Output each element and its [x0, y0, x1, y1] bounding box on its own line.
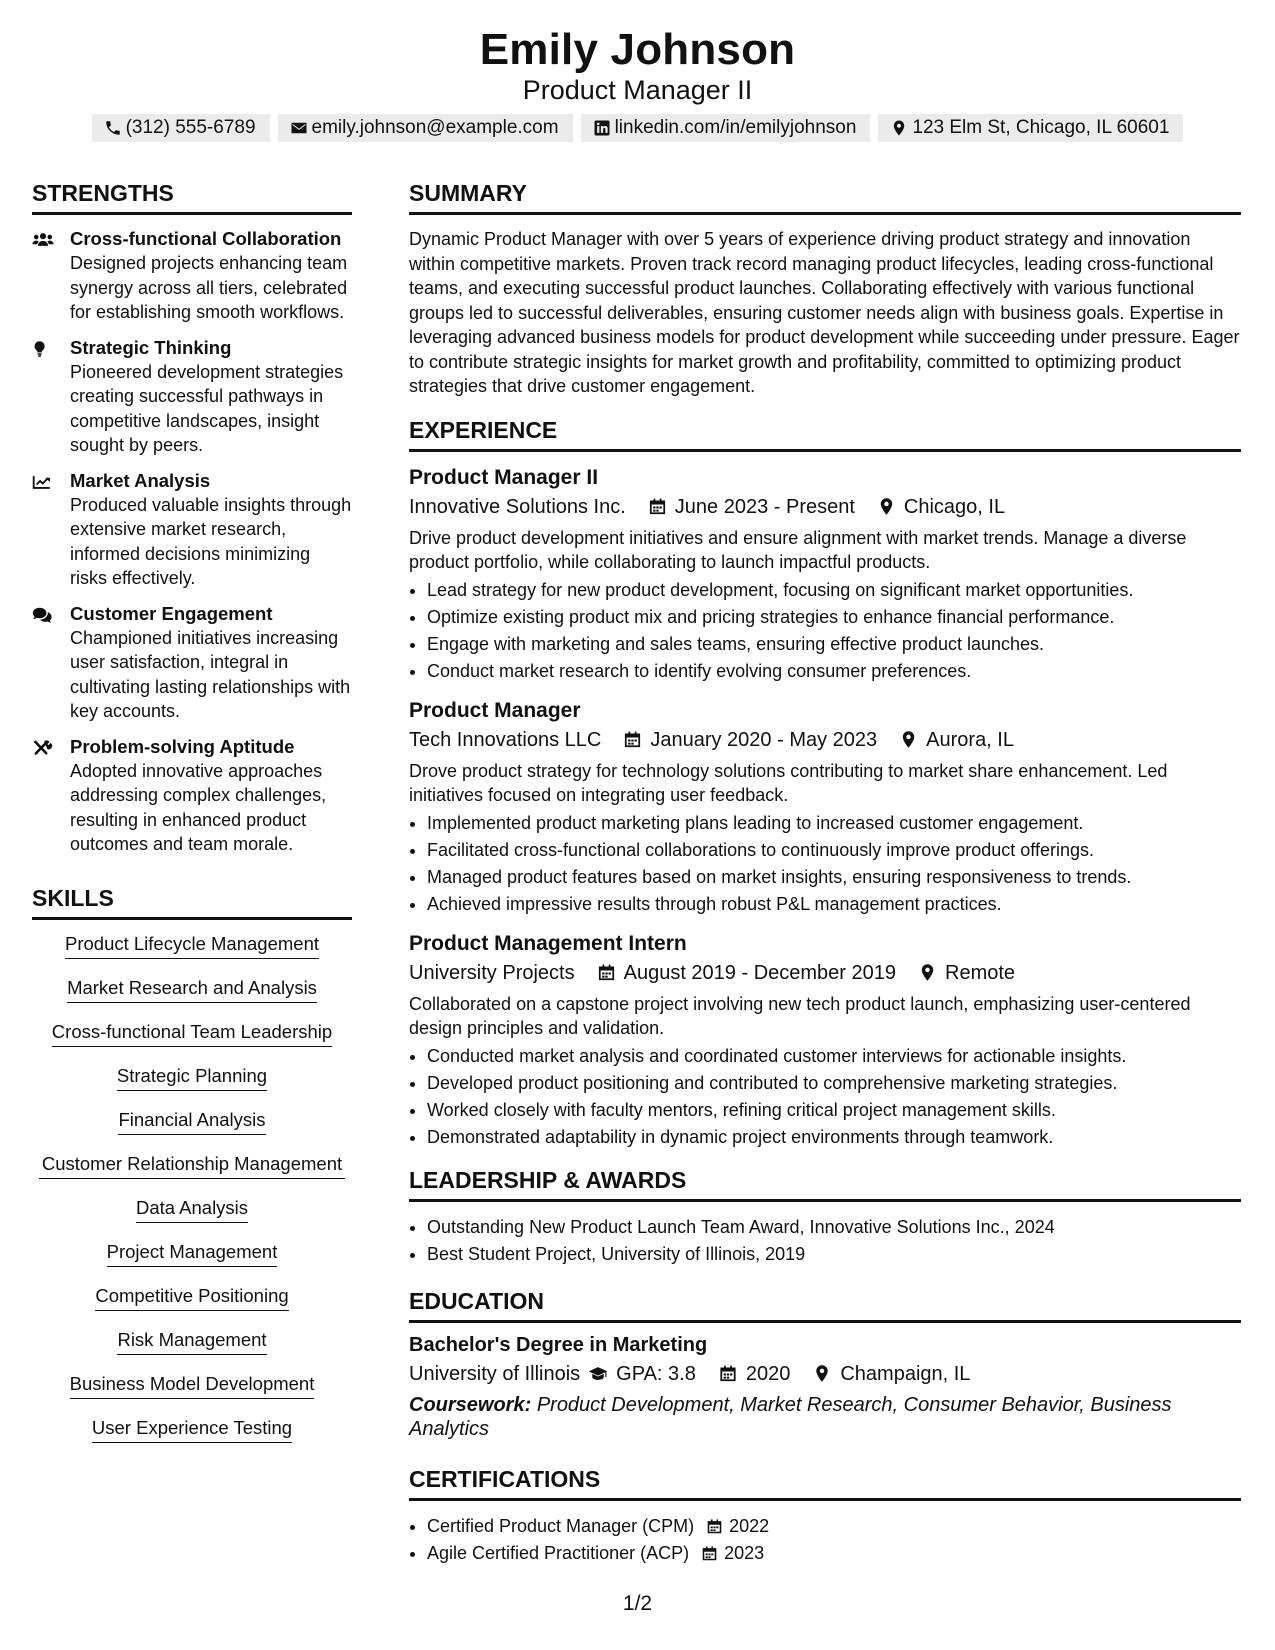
job-description: Drive product development initiatives and ensure alignment with market trends. Manage a diverse product portfolio, while collaborating to launch impactful products. [409, 527, 1187, 572]
school-location: Champaign, IL [840, 1362, 971, 1385]
skill-tag: Market Research and Analysis [67, 976, 317, 1003]
skill-tag: User Experience Testing [92, 1416, 292, 1443]
strength-desc: Adopted innovative approaches addressing complex challenges, resulting in enhanced product outcomes and team morale. [70, 760, 327, 854]
job-bullet: • Conducted market analysis and coordinated customer interviews for actionable insights. [427, 1043, 1241, 1070]
skills-list [32, 932, 352, 1460]
job-bullet: • Optimize existing product mix and pricing strategies to enhance financial performance. [427, 604, 1241, 631]
certification-year: 2022 [729, 1515, 770, 1536]
education-meta [409, 1359, 1241, 1389]
lightbulb-icon [32, 336, 70, 458]
strengths-heading: STRENGTHS [32, 178, 352, 215]
job-bullets [409, 810, 1241, 918]
education-heading: EDUCATION [409, 1286, 1241, 1323]
job-bullet: • Managed product features based on market insights, ensuring responsiveness to trends. [427, 864, 1241, 891]
job-bullet: • Conduct market research to identify evolving consumer preferences. [427, 658, 1241, 685]
map-pin-icon [918, 963, 937, 982]
right-column [409, 178, 1241, 1567]
candidate-headline: Product Manager II [522, 75, 753, 105]
skills-heading: SKILLS [32, 883, 352, 920]
strength-title: Problem-solving Aptitude [70, 735, 295, 757]
experience-heading: EXPERIENCE [409, 415, 1241, 452]
strength-desc: Designed projects enhancing team synergy across all tiers, celebrated for establishing smooth workflows. [70, 253, 348, 322]
job-meta [409, 492, 1241, 522]
contact-linkedin-text: linkedin.com/in/emilyjohnson [614, 117, 857, 138]
strength-item [32, 336, 352, 458]
contact-phone-text: (312) 555-6789 [125, 117, 256, 138]
skill-tag: Product Lifecycle Management [65, 932, 319, 959]
job-dates: June 2023 - Present [674, 495, 855, 518]
certification-item [427, 1540, 1241, 1567]
contact-bar [0, 114, 1275, 142]
job-bullet: • Lead strategy for new product development, focusing on significant market opportunities. [427, 577, 1241, 604]
strength-title: Cross-functional Collaboration [70, 228, 342, 249]
envelope-icon [290, 119, 308, 137]
map-pin-icon [890, 119, 908, 137]
job-title: Product Manager [409, 698, 581, 722]
strength-item [32, 227, 352, 325]
job-location: Aurora, IL [926, 728, 1014, 751]
leadership-list [409, 1214, 1241, 1268]
chart-line-icon [32, 469, 70, 591]
summary-text: Dynamic Product Manager with over 5 years of experience driving product strategy and innovation within competitive markets. Proven track record managing product lifecycles, leading cross-functional teams, and executing successful product launches. Collaborating effectively with various functional groups led to successful deliverables, ensuring customer needs align with business goals. Expertise in leveraging advanced business models for product development while succeeding under pressure. Eager to contribute strategic insights for market growth and profitability, committed to optimizing product strategies that drive customer engagement. [409, 229, 1240, 396]
left-column [32, 178, 352, 1460]
skill-tag: Cross-functional Team Leadership [52, 1020, 332, 1047]
job-company: Tech Innovations LLC [409, 728, 602, 751]
job-meta [409, 958, 1241, 988]
summary-heading: SUMMARY [409, 178, 1241, 215]
contact-phone[interactable] [92, 114, 270, 142]
resume-header [0, 24, 1275, 106]
job-description: Collaborated on a capstone project involving new tech product launch, emphasizing user-centered design principles and validation. [409, 993, 1191, 1038]
award-item: • Best Student Project, University of Illinois, 2019 [427, 1241, 1241, 1268]
award-item: • Outstanding New Product Launch Team Award, Innovative Solutions Inc., 2024 [427, 1214, 1241, 1241]
job-entry [409, 930, 1241, 1151]
job-entry [409, 464, 1241, 685]
gpa: GPA: 3.8 [616, 1362, 696, 1385]
job-company: Innovative Solutions Inc. [409, 495, 626, 518]
contact-address-text: 123 Elm St, Chicago, IL 60601 [912, 117, 1170, 138]
skill-tag: Project Management [107, 1240, 278, 1267]
coursework-list: Product Development, Market Research, Consumer Behavior, Business Analytics [409, 1393, 1172, 1440]
coursework-label: Coursework: [409, 1393, 532, 1416]
strength-title: Market Analysis [70, 469, 211, 491]
certification-item [427, 1513, 1241, 1540]
graduation-cap-icon [588, 1364, 608, 1383]
job-description: Drove product strategy for technology solutions contributing to market share enhancement. Led initiatives focused on integrating user feedback. [409, 760, 1168, 805]
calendar-icon [623, 730, 642, 749]
users-icon [32, 227, 70, 325]
strength-title: Customer Engagement [70, 602, 273, 624]
certifications-heading: CERTIFICATIONS [409, 1464, 1241, 1501]
linkedin-icon [593, 119, 611, 137]
leadership-heading: LEADERSHIP & AWARDS [409, 1165, 1241, 1202]
job-bullet: • Achieved impressive results through robust P&L management practices. [427, 891, 1241, 918]
map-pin-icon [899, 730, 918, 749]
skill-tag: Competitive Positioning [95, 1284, 288, 1311]
education-entry [409, 1331, 1241, 1442]
job-dates: January 2020 - May 2023 [650, 728, 878, 751]
skill-tag: Financial Analysis [118, 1108, 265, 1135]
job-title: Product Management Intern [409, 931, 687, 955]
contact-linkedin[interactable] [581, 114, 871, 142]
page-number: 1/2 [622, 1592, 653, 1615]
skill-tag: Business Model Development [70, 1372, 315, 1399]
certification-name: • Certified Product Manager (CPM) [427, 1515, 695, 1536]
school-name: University of Illinois [409, 1362, 581, 1385]
strength-desc: Pioneered development strategies creating successful pathways in competitive landscapes, insight sought by peers. [70, 361, 344, 455]
skill-tag: Risk Management [117, 1328, 266, 1355]
job-bullet: • Facilitated cross-functional collaborations to continuously improve product offerings. [427, 837, 1241, 864]
candidate-name: Emily Johnson [479, 25, 796, 74]
job-location: Chicago, IL [903, 495, 1006, 518]
job-dates: August 2019 - December 2019 [623, 961, 897, 984]
graduation-year: 2020 [745, 1362, 791, 1385]
tools-icon [32, 735, 70, 857]
job-company: University Projects [409, 961, 575, 984]
skills-section [32, 883, 352, 1460]
job-location: Remote [945, 961, 1016, 984]
strength-desc: Produced valuable insights through extensive market research, informed decisions minimizing risks effectively. [70, 494, 352, 588]
calendar-icon [648, 497, 667, 516]
certification-name: • Agile Certified Practitioner (ACP) [427, 1542, 690, 1563]
calendar-icon [718, 1364, 738, 1383]
calendar-icon [706, 1513, 723, 1540]
job-bullets [409, 1043, 1241, 1151]
contact-email-text: emily.johnson@example.com [311, 117, 559, 138]
skill-tag: Data Analysis [136, 1196, 248, 1223]
strength-desc: Championed initiatives increasing user satisfaction, integral in cultivating lasting relationships with key accounts. [70, 627, 351, 721]
job-bullet: • Implemented product marketing plans leading to increased customer engagement. [427, 810, 1241, 837]
coursework [409, 1393, 1241, 1442]
strength-item [32, 602, 352, 724]
job-bullets [409, 577, 1241, 685]
contact-address[interactable] [878, 114, 1183, 142]
calendar-icon [701, 1540, 718, 1567]
job-meta [409, 725, 1241, 755]
job-title: Product Manager II [409, 465, 599, 489]
phone-icon [104, 119, 122, 137]
contact-email[interactable] [278, 114, 573, 142]
strength-title: Strategic Thinking [70, 336, 232, 358]
job-bullet: • Demonstrated adaptability in dynamic project environments through teamwork. [427, 1124, 1241, 1151]
strength-item [32, 469, 352, 591]
job-bullet: • Worked closely with faculty mentors, refining critical project management skills. [427, 1097, 1241, 1124]
certification-year: 2023 [724, 1542, 765, 1563]
skill-tag: Strategic Planning [117, 1064, 267, 1091]
strength-item [32, 735, 352, 857]
map-pin-icon [877, 497, 896, 516]
job-entry [409, 697, 1241, 918]
degree-title: Bachelor's Degree in Marketing [409, 1333, 708, 1356]
calendar-icon [597, 963, 616, 982]
certifications-list [409, 1513, 1241, 1567]
job-bullet: • Engage with marketing and sales teams, ensuring effective product launches. [427, 631, 1241, 658]
job-bullet: • Developed product positioning and contributed to comprehensive marketing strategies. [427, 1070, 1241, 1097]
map-pin-icon [812, 1364, 832, 1383]
comments-icon [32, 602, 70, 724]
skill-tag: Customer Relationship Management [39, 1152, 345, 1179]
